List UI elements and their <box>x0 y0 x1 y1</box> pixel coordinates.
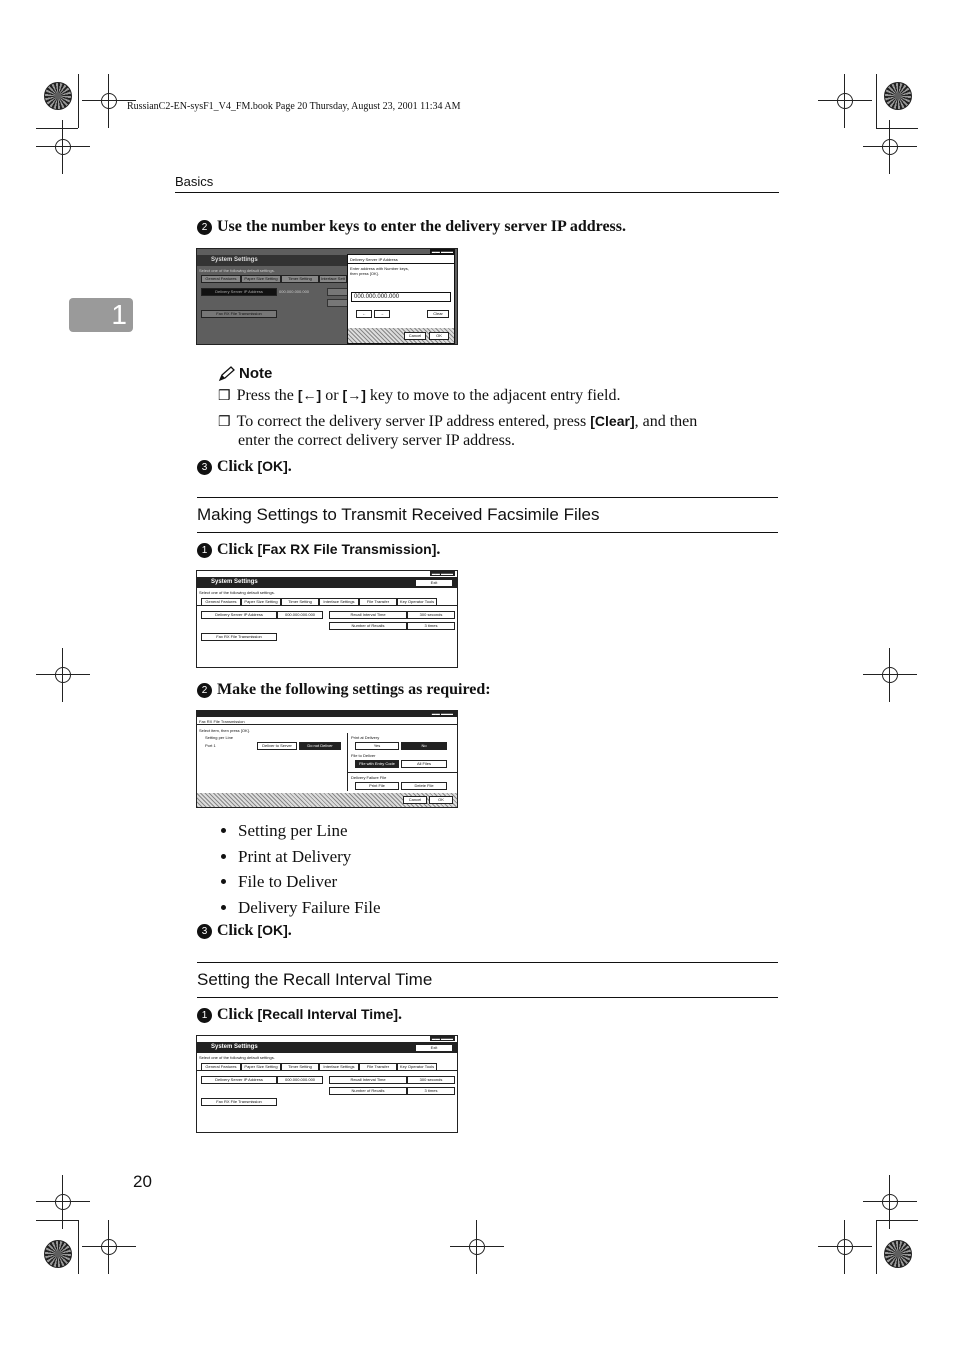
tab-timer[interactable]: Timer Setting <box>281 1063 319 1071</box>
ip-dialog <box>347 254 455 344</box>
delivery-failure-label: Delivery Failure File <box>351 775 387 780</box>
exit-button[interactable]: Exit <box>415 1044 453 1052</box>
step-number: 3 <box>197 924 212 939</box>
tab-key-operator[interactable]: Key Operator Tools <box>397 598 437 606</box>
ip-input-value: 000.000.000.000 <box>354 294 400 300</box>
number-recalls-value: 3 times <box>407 622 455 630</box>
file-info: RussianC2-EN-sysF1_V4_FM.book Page 20 Thursday, August 23, 2001 11:34 AM <box>127 101 461 112</box>
section-heading-fax: Making Settings to Transmit Received Facsimile Files <box>197 497 778 533</box>
color-rosette-icon <box>884 82 912 110</box>
settings-list <box>220 818 381 920</box>
crosshair-icon <box>36 648 90 702</box>
note-item-2 <box>218 413 783 431</box>
tab-paper-size[interactable]: Paper Size Setting <box>241 1063 281 1071</box>
crosshair-icon <box>818 1220 872 1274</box>
list-item: • File to Deliver <box>238 869 381 895</box>
pencil-icon <box>218 366 236 382</box>
color-rosette-icon <box>44 1240 72 1268</box>
recall-interval-button[interactable]: Recall Interval Time <box>329 611 407 619</box>
step-text: Click <box>217 922 258 939</box>
step-text: Use the number keys to enter the delivery server IP address. <box>217 218 626 235</box>
screen-system-settings-recall <box>196 1035 458 1133</box>
delete-file-button[interactable]: Delete File <box>401 782 447 790</box>
color-rosette-icon <box>44 82 72 110</box>
step-number: 3 <box>197 460 212 475</box>
file-with-entry-code-button[interactable]: File with Entry Code <box>355 760 399 768</box>
clock: ▬▬ ▬▬▬ <box>431 249 453 254</box>
tab-key-operator[interactable]: Key Operator Tools <box>397 1063 437 1071</box>
step-end: . <box>287 922 292 939</box>
print-at-delivery-label: Print at Delivery <box>351 735 380 740</box>
right-arrow-button[interactable]: → <box>374 310 390 318</box>
right-key: [→] <box>342 387 366 403</box>
tab-file-transfer[interactable]: File Transfer <box>359 1063 397 1071</box>
note-text: key to move to the adjacent entry field. <box>365 387 621 404</box>
note-text: or <box>321 387 343 404</box>
step-text: Click <box>217 458 258 475</box>
screen-system-settings <box>196 570 458 668</box>
step-text: Make the following settings as required: <box>217 681 491 698</box>
all-files-button[interactable]: All Files <box>401 760 447 768</box>
note-item-2-line2: enter the correct delivery server IP address. <box>238 432 516 449</box>
step-text: Click <box>217 1006 258 1023</box>
list-item: • Setting per Line <box>238 818 381 844</box>
header-rule <box>175 192 779 193</box>
yes-button[interactable]: Yes <box>355 742 399 750</box>
color-rosette-icon <box>884 1240 912 1268</box>
step-text: Click <box>217 541 258 558</box>
setting-per-line-label: Setting per Line <box>205 735 234 740</box>
dialog-instruction-2: then press [OK]. <box>350 271 379 276</box>
running-header: Basics <box>175 174 214 189</box>
exit-button[interactable]: Exit <box>415 579 453 587</box>
ok-button[interactable]: OK <box>429 332 449 340</box>
screen-instruction: Select item, then press [OK]. <box>199 728 250 733</box>
fax-rx-button[interactable]: Fax RX File Transmission <box>201 633 277 641</box>
step-end: . <box>398 1006 403 1023</box>
tab-general-features[interactable]: General Features <box>201 598 241 606</box>
note-text: , and then <box>634 413 698 430</box>
note-text: Press the <box>236 387 298 404</box>
number-recalls-value: 3 times <box>407 1087 455 1095</box>
fax-rx-button[interactable]: Fax RX File Transmission <box>201 1098 277 1106</box>
tab-interface[interactable]: Interface Settings <box>319 598 359 606</box>
tab-general-features[interactable]: General Features <box>201 275 241 283</box>
step-make-settings <box>197 681 491 699</box>
print-file-button[interactable]: Print File <box>355 782 399 790</box>
clock: ▬▬ ▬▬▬ <box>431 1036 453 1041</box>
note-text: To correct the delivery server IP address entered, press <box>236 413 591 430</box>
step-number: 1 <box>197 543 212 558</box>
page-number: 20 <box>133 1172 152 1191</box>
step-click-fax <box>197 541 440 559</box>
clock: ▬▬ ▬▬▬ <box>431 711 453 716</box>
crosshair-icon <box>863 648 917 702</box>
crosshair-icon <box>82 1220 136 1274</box>
checkbox-icon: ❒ <box>218 389 231 404</box>
recall-key: [Recall Interval Time] <box>257 1006 399 1022</box>
screen-title: Fax RX File Transmission <box>199 719 245 724</box>
screen-title: System Settings <box>197 1042 457 1053</box>
screen-ip-address <box>196 248 458 345</box>
step-click-ok <box>197 458 292 476</box>
tab-general-features[interactable]: General Features <box>201 1063 241 1071</box>
screen-title: System Settings <box>197 577 457 588</box>
checkbox-icon: ❒ <box>218 415 231 430</box>
screen-instruction: Select one of the following default settings. <box>199 1055 275 1060</box>
tab-timer[interactable]: Timer Setting <box>281 598 319 606</box>
step-click-recall <box>197 1006 402 1024</box>
screen-title: System Settings <box>211 257 258 263</box>
step-number: 2 <box>197 683 212 698</box>
ok-key: [OK] <box>257 458 288 474</box>
note-title: Note <box>239 365 273 382</box>
do-not-deliver-button[interactable]: Do not Deliver <box>299 742 341 750</box>
fax-key: [Fax RX File Transmission] <box>257 541 437 557</box>
left-key: [←] <box>297 387 322 403</box>
fax-rx-button[interactable]: Fax RX File Transmission <box>201 310 277 318</box>
recall-interval-value: 300 seconds <box>407 1076 455 1084</box>
delivery-ip-button[interactable]: Delivery Server IP Address <box>201 288 277 296</box>
step-end: . <box>287 458 292 475</box>
recall-interval-value: 300 seconds <box>407 611 455 619</box>
file-to-deliver-label: File to Deliver <box>351 753 376 758</box>
step-enter-ip <box>197 218 626 236</box>
number-recalls-button[interactable]: Number of Recalls <box>329 1087 407 1095</box>
number-recalls-button[interactable]: Number of Recalls <box>329 622 407 630</box>
delivery-ip-value: 000.000.000.000 <box>277 1076 323 1084</box>
left-arrow-button[interactable]: ← <box>356 310 372 318</box>
no-button[interactable]: No <box>401 742 447 750</box>
tab-timer[interactable]: Timer Setting <box>281 275 319 283</box>
clock: ▬▬ ▬▬▬ <box>431 571 453 576</box>
screen-fax-rx <box>196 710 458 808</box>
note-heading <box>218 365 272 382</box>
delivery-ip-value: 000.000.000.000 <box>277 611 323 619</box>
ip-input[interactable] <box>351 292 451 302</box>
tab-interface[interactable]: Interface Settings <box>319 1063 359 1071</box>
step-number: 1 <box>197 1008 212 1023</box>
port-label: Port 1 <box>205 743 216 748</box>
delivery-ip-button[interactable]: Delivery Server IP Address <box>201 1076 277 1084</box>
ok-button[interactable]: OK <box>429 796 453 804</box>
screen-instruction: Select one of the following default settings. <box>199 590 275 595</box>
screen-instruction: Select one of the following default settings. <box>199 268 275 273</box>
note-item-1 <box>218 387 620 405</box>
step-number: 2 <box>197 220 212 235</box>
deliver-to-server-button[interactable]: Deliver to Server <box>257 742 297 750</box>
cancel-button[interactable]: Cancel <box>404 332 426 340</box>
section-heading-recall: Setting the Recall Interval Time <box>197 962 778 998</box>
ok-key: [OK] <box>257 922 288 938</box>
chapter-tab <box>69 298 133 332</box>
recall-interval-button[interactable]: Recall Interval Time <box>329 1076 407 1084</box>
step-end: . <box>436 541 441 558</box>
tab-file-transfer[interactable]: File Transfer <box>359 598 397 606</box>
step-click-ok-2 <box>197 922 292 940</box>
tab-interface[interactable]: Interface Sett <box>319 275 347 283</box>
tab-paper-size[interactable]: Paper Size Setting <box>241 275 281 283</box>
clear-button[interactable]: Clear <box>427 310 449 318</box>
delivery-ip-value: 000.000.000.000 <box>279 289 310 294</box>
dialog-instruction: Enter address with Number keys, <box>350 266 409 271</box>
cancel-button[interactable]: Cancel <box>403 796 427 804</box>
clear-key: [Clear] <box>590 413 635 429</box>
dialog-title: Delivery Server IP Address <box>350 257 398 262</box>
chapter-number: 1 <box>111 299 127 330</box>
delivery-ip-button[interactable]: Delivery Server IP Address <box>201 611 277 619</box>
tab-paper-size[interactable]: Paper Size Setting <box>241 598 281 606</box>
list-item: • Print at Delivery <box>238 844 381 870</box>
list-item: • Delivery Failure File <box>238 895 381 921</box>
crosshair-icon <box>450 1220 504 1274</box>
